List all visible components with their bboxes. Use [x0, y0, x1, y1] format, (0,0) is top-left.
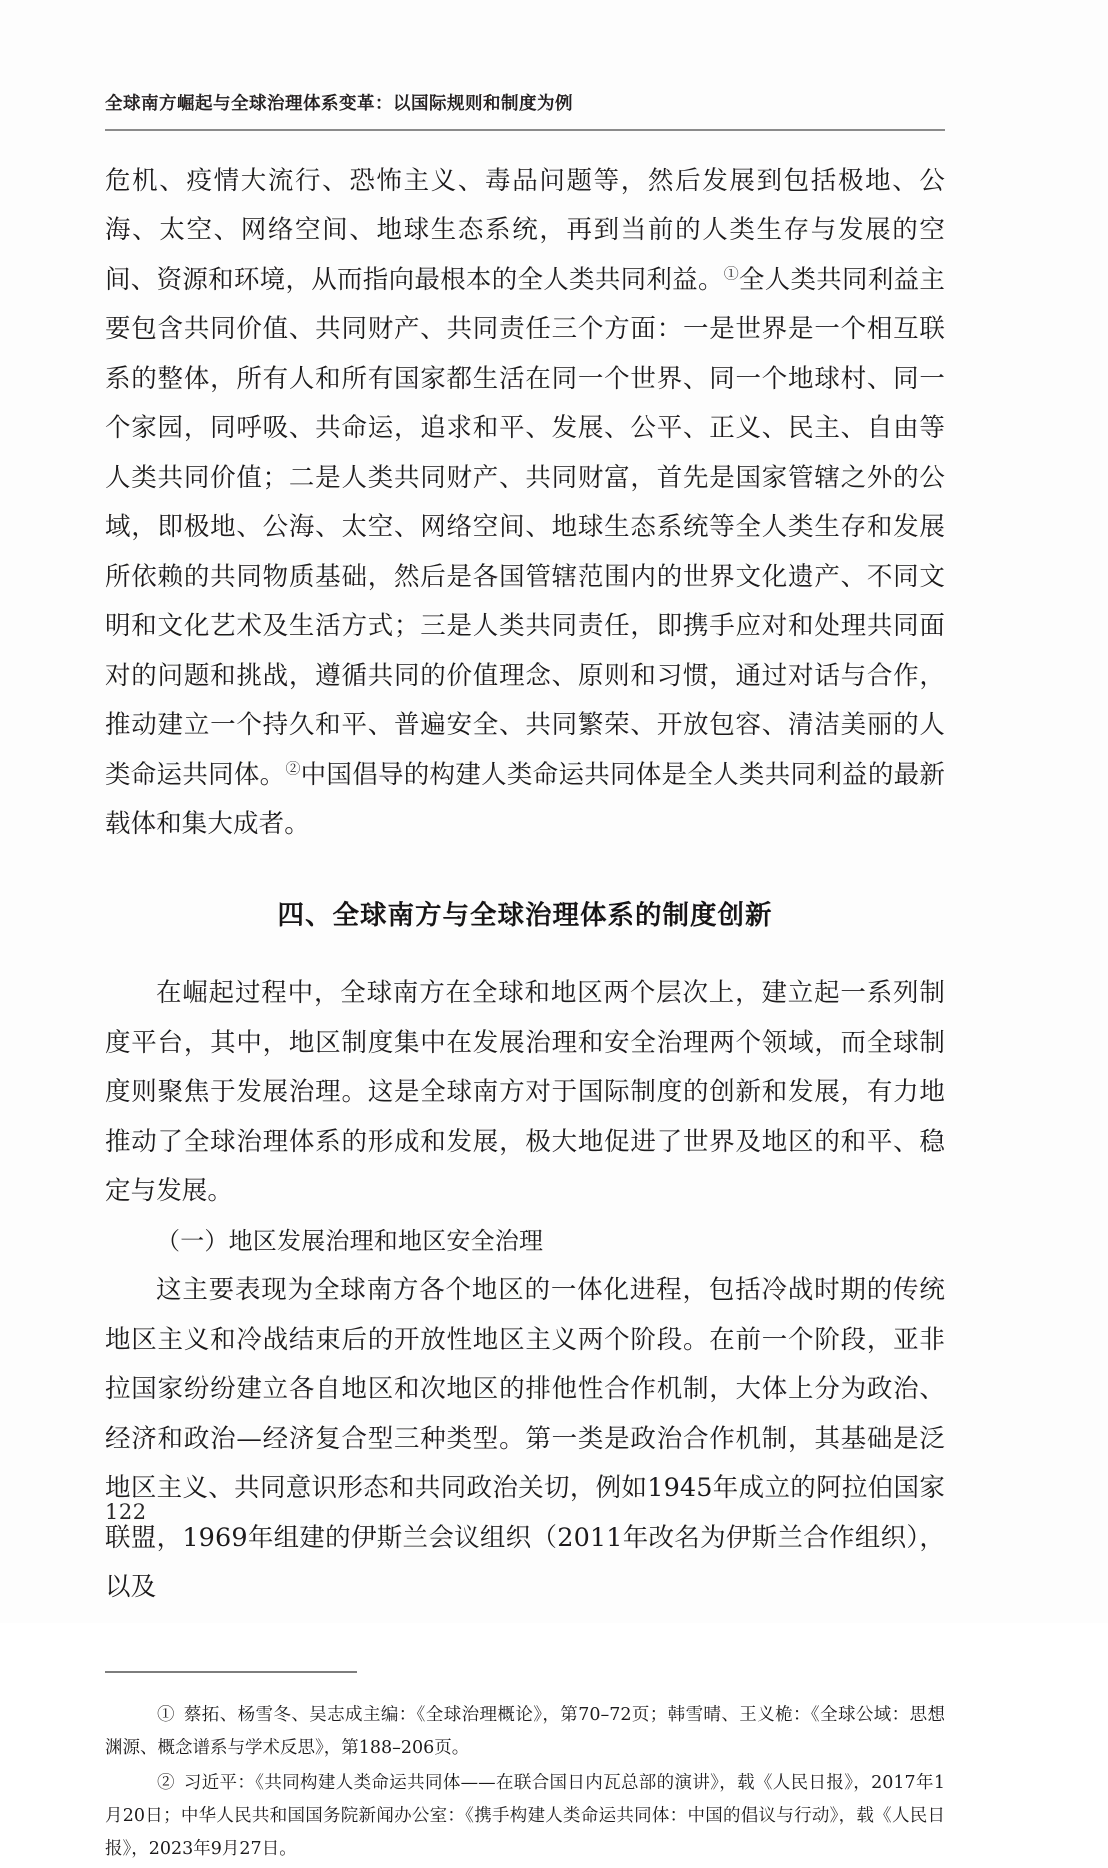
body-text: [105, 157, 945, 1613]
page-content: [105, 0, 945, 1868]
paragraph-3: 这主要表现为全球南方各个地区的一体化进程，包括冷战时期的传统地区主义和冷战结束后的开放性地区主义两个阶段。在前一个阶段，亚非拉国家纷纷建立各自地区和次地区的排他性合作机制，大体上分为政治、经济和政治—经济复合型三种类型。第一类是政治合作机制，其基础是泛地区主义、共同意识形态和共同政治关切，例如1945年成立的阿拉伯国家联盟，1969年组建的伊斯兰会议组织（2011年改名为伊斯兰合作组织），以及: [105, 1275, 945, 1603]
subsection-heading: （一）地区发展治理和地区安全治理: [156, 1226, 544, 1255]
paragraph-1-end-text: 中国倡导的构建人类命运共同体是全人类共同利益的最新载体和集大成者。: [105, 759, 945, 839]
footnote-area: [105, 1671, 945, 1866]
footnote-item: [105, 1767, 945, 1866]
section-heading: 四、全球南方与全球治理体系的制度创新: [277, 899, 773, 931]
footnote-marker: ②: [157, 1772, 175, 1793]
footnote-ref-1[interactable]: ①: [723, 264, 739, 282]
footnote-text: 蔡拓、杨雪冬、吴志成主编：《全球治理概论》，第70–72页；韩雪晴、王义桅：《全球公域：思想渊源、概念谱系与学术反思》，第188–206页。: [105, 1704, 945, 1758]
running-head: 全球南方崛起与全球治理体系变革：以国际规则和制度为例: [105, 94, 573, 114]
header-divider: [105, 129, 945, 131]
footnote-ref-2[interactable]: ②: [285, 759, 301, 777]
paragraph-1-cont-text: 全人类共同利益主要包含共同价值、共同财产、共同责任三个方面：一是世界是一个相互联系的整体，所有人和所有国家都生活在同一个世界、同一个地球村、同一个家园，同呼吸、共命运，追求和平、发展、公平、正义、民主、自由等人类共同价值；二是人类共同财产、共同财富，首先是国家管辖之外的公域，即极地、公海、太空、网络空间、地球生态系统等全人类生存和发展所依赖的共同物质基础，然后是各国管辖范围内的世界文化遗产、不同文明和文化艺术及生活方式；三是人类共同责任，即携手应对和处理共同面对的问题和挑战，遵循共同的价值理念、原则和习惯，通过对话与合作，推动建立一个持久和平、普遍安全、共同繁荣、开放包容、清洁美丽的人类命运共同体。: [105, 264, 945, 790]
paragraph-continuation: [105, 157, 945, 850]
footnote-divider: [105, 1671, 357, 1673]
footnote-text: 习近平：《共同构建人类命运共同体——在联合国日内瓦总部的演讲》，载《人民日报》，2017年1月20日；中华人民共和国国务院新闻办公室：《携手构建人类命运共同体：中国的倡议与行动》，载《人民日报》，2023年9月27日。: [105, 1772, 946, 1859]
paragraph-1-text: 危机、疫情大流行、恐怖主义、毒品问题等，然后发展到包括极地、公海、太空、网络空间、地球生态系统，再到当前的人类生存与发展的空间、资源和环境，从而指向最根本的全人类共同利益。: [105, 165, 945, 295]
paragraph-2: 在崛起过程中，全球南方在全球和地区两个层次上，建立起一系列制度平台，其中，地区制度集中在发展治理和安全治理两个领域，而全球制度则聚焦于发展治理。这是全球南方对于国际制度的创新和发展，有力地推动了全球治理体系的形成和发展，极大地促进了世界及地区的和平、稳定与发展。: [105, 978, 945, 1207]
footnote-item: [105, 1699, 945, 1765]
page-number: 122: [105, 1500, 147, 1524]
footnote-marker: ①: [157, 1704, 175, 1725]
